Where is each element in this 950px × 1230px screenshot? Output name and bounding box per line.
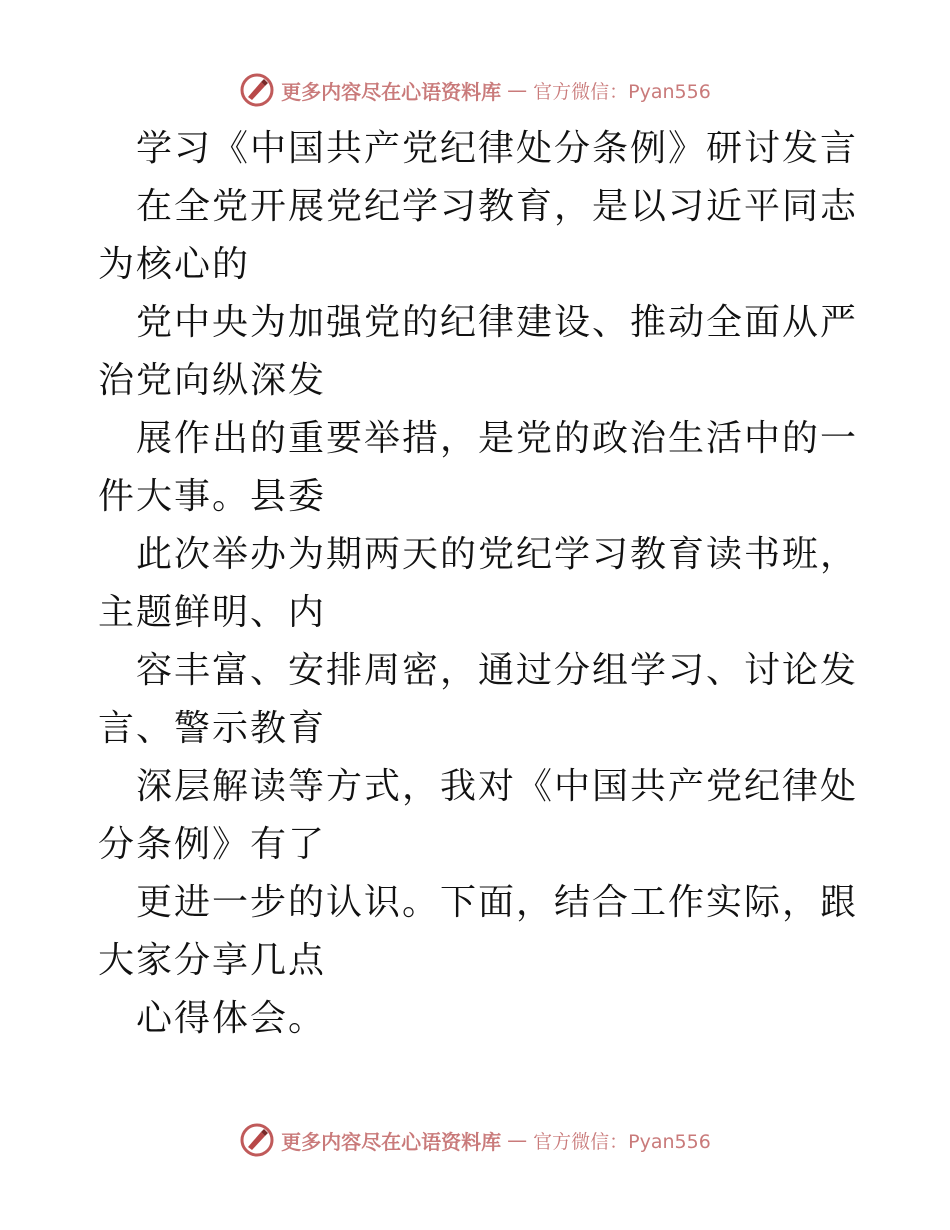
watermark-dash: — <box>507 1128 528 1152</box>
watermark-dash: — <box>507 78 528 102</box>
watermark-text: 更多内容尽在心语资料库 <box>281 1129 502 1154</box>
paragraph-line: 容丰富、安排周密，通过分组学习、讨论发言、警示教育 <box>98 650 859 749</box>
pen-logo-icon <box>239 72 275 108</box>
watermark-text: 更多内容尽在心语资料库 <box>281 79 502 104</box>
paragraph-line: 党中央为加强党的纪律建设、推动全面从严治党向纵深发 <box>98 302 859 401</box>
paragraph-line: 深层解读等方式，我对《中国共产党纪律处分条例》有了 <box>98 766 859 865</box>
watermark-header <box>0 70 950 110</box>
paragraph-line: 在全党开展党纪学习教育，是以习近平同志为核心的 <box>98 186 859 285</box>
document-body <box>98 120 858 1048</box>
paragraph-line: 心得体会。 <box>136 998 327 1039</box>
paragraph-line: 更进一步的认识。下面，结合工作实际，跟大家分享几点 <box>98 882 859 981</box>
paragraph-line: 此次举办为期两天的党纪学习教育读书班，主题鲜明、内 <box>98 534 859 633</box>
paragraph-line: 展作出的重要举措，是党的政治生活中的一件大事。县委 <box>98 418 859 517</box>
watermark-footer <box>0 1120 950 1160</box>
pen-logo-icon <box>239 1122 275 1158</box>
watermark-wechat: 官方微信：Pyan556 <box>533 1130 711 1153</box>
document-title: 学习《中国共产党纪律处分条例》研讨发言 <box>136 128 859 169</box>
watermark-wechat: 官方微信：Pyan556 <box>533 80 711 103</box>
